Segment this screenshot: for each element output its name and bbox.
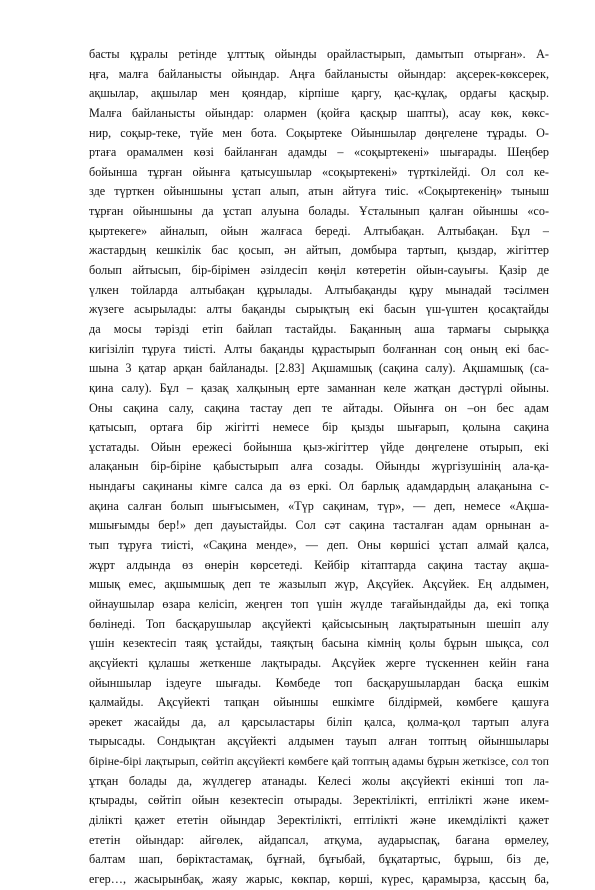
text-line: ділікті қажет ететін ойындар Зеректілікті, ептілікті және икемділікті қажет — [89, 812, 549, 827]
text-line: қалмайды. Ақсүйекті тапқан ойыншы ешкімге білдірмей, көмбеге қашуға — [89, 695, 549, 710]
text-line: да мосы тәрізді етіп байлап тастайды. Бақанның аша тармағы сырыққа — [89, 321, 549, 336]
text-line: жүзеге асырылады: алты бақанды сырықтың екі басын үш-үштен қосақтайды — [89, 302, 549, 317]
text-line: жұрт алдында өз өнерін көрсетеді. Кейбір кітаптарда сақина тастау ақша- — [89, 557, 549, 572]
text-line: басты құралы ретінде ұлттық ойынды орайластырып, дамытып отырған». А- — [89, 47, 549, 61]
text-line: мшық емес, ақшымшық деп те жазылып жүр, Ақсүйек. Ақсүйек. Ең алдымен, — [89, 577, 549, 592]
text-line: егер…, жасырынбақ, жаяу жарыс, көкпар, көрші, күрес, қарамырза, қассың ба, — [89, 871, 549, 886]
text-line: жастардың кешкілік бас қосып, ән айтып, домбыра тартып, қыздар, жігіттер — [89, 243, 549, 258]
text-line: біріне-бірі лақтырып, сөйтіп ақсүйекті көмбеге қай топтың адамы бұрын жеткізсе, сол топ — [89, 754, 549, 769]
text-line: ақина салған болып шығысымен, «Түр сақинам, түр», — деп, немесе «Ақша- — [89, 498, 549, 513]
text-line: кигізіліп тұруға тиісті. Алты бақанды құрастырып болғаннан соң оның екі бас- — [89, 341, 549, 356]
text-line: болып айтысып, бір-бірімен әзілдесіп көңіл көтеретін ойын-сауығы. Қазір де — [89, 263, 549, 278]
text-line: алақанын бір-біріне қабыстырып алға созады. Ойынды жүргізушінің ала-қа- — [89, 459, 549, 474]
text-line: үшін кезектесіп таяқ ұстайды, таяқтың басына кімнің қолы бұрын шықса, сол — [89, 636, 549, 651]
text-line: ақсүйекті құлашы жеткенше лақтырады. Ақсүйек жерге түскеннен кейін ғана — [89, 655, 549, 670]
text-line: үлкен тойларда алтыбақан құрылады. Алтыбақанды құру мынадай тәсілмен — [89, 282, 549, 297]
text-line: балтам шап, бөріктастамақ, бұғнай, бұғыбай, бұқатартыс, бұрыш, біз де, — [89, 852, 549, 867]
text-line: бөлінеді. Топ басқарушылар ақсүйекті қайсысының лақтыратынын шешіп алу — [89, 616, 549, 631]
text-line: қина салу). Бұл – қазақ халқының ерте заманнан келе жатқан дәстүрлі ойыны. — [89, 380, 549, 395]
text-line: мшығымды бер!» деп дауыстайды. Сол сәт сақина тасталған адам орнынан а- — [89, 518, 549, 533]
text-line: қтырады, сөйтіп ойын кезектесіп отырады. Зеректілікті, ептілікті және икем- — [89, 793, 549, 808]
text-line: зде түрткен ойыншыны ұстап алып, атын айтуға тиіс. «Соқыртекенің» тыныш — [89, 184, 549, 199]
text-line: ұтқан болады да, жүлдегер атанады. Келесі жолы ақсүйекті екінші топ ла- — [89, 773, 549, 788]
text-line: ақшылар, ақшылар мен қояндар, кірпіше қаргу, қас-құлақ, ордағы қасқыр. — [89, 86, 549, 101]
text-line: тұрған ойыншыны да ұстап алуына болады. Ұсталынып қалған ойыншы «со- — [89, 204, 549, 219]
text-line: бойынша тұрған ойынға қатысушылар «соқыртекені» түрткілейді. Ол сол ке- — [89, 164, 549, 179]
text-line: тып тұруға тиісті, «Сақина менде», — деп. Оны көршісі ұстап алмай қалса, — [89, 538, 549, 553]
text-line: ңға, малға байланысты ойындар. Аңға байланысты ойындар: ақсерек-көксерек, — [89, 66, 549, 81]
text-line: ұстатады. Ойын ережесі бойынша қыз-жігіттер үйде дөңгелене отырып, екі — [89, 439, 549, 454]
text-line: ртаға орамалмен көзі байланған адамды – «соқыртекені» шығарады. Шеңбер — [89, 145, 549, 160]
text-line: ойыншылар іздеуге шығады. Көмбеде топ басқарушылардан басқа ешкім — [89, 675, 549, 690]
text-line: нындағы сақинаны кімге салса да өз еркі. Ол барлық адамдардың алақанына с- — [89, 479, 549, 494]
text-line: нир, соқыр-теке, түйе мен бота. Соқыртеке Ойыншылар дөңгелене тұрады. О- — [89, 125, 549, 140]
text-line: Малға байланысты ойындар: олармен (қойға қасқыр шапты), асау көк, көкс- — [89, 105, 549, 120]
text-line: тырысады. Сондықтан ақсүйекті алдымен тауып алған топтың ойыншылары — [89, 734, 549, 749]
body-text — [89, 45, 549, 890]
text-line: ойнаушылар өзара келісіп, жеңген топ үшін жүлде тағайындайды да, екі топқа — [89, 596, 549, 611]
text-line: ететін ойындар: айгөлек, айдапсал, атқума, аударыспақ, бағана өрмелеу, — [89, 832, 549, 847]
text-line: қыртекеге» айналып, ойын жалғаса береді. Алтыбақан. Алтыбақан. Бұл – — [89, 223, 549, 238]
text-line: Оны сақина салу, сақина тастау деп те айтады. Ойынға он –он бес адам — [89, 400, 549, 415]
text-line: қатысып, ортаға бір жігітті немесе бір қызды шығарып, қолына сақина — [89, 420, 549, 435]
text-line: шына 3 қатар арқан байланады. [2.83] Ақшамшық (сақина салу). Ақшамшық (са- — [89, 361, 549, 376]
text-line: әрекет жасайды да, ал қарсыластары біліп қалса, қолма-қол тартып алуға — [89, 714, 549, 729]
